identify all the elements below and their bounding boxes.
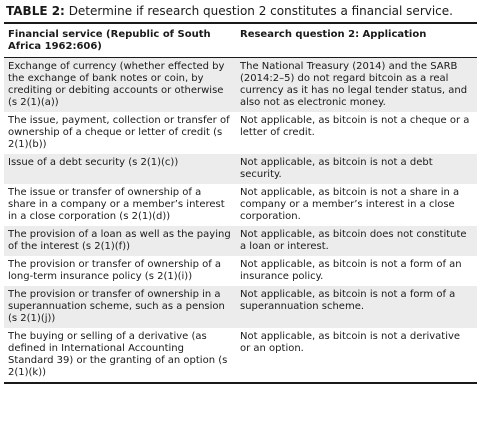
application-cell: Not applicable, as bitcoin is not a form of an insurance policy.: [236, 256, 477, 286]
header-row: [4, 24, 477, 58]
table-row: [4, 328, 477, 383]
table-caption: [6, 4, 477, 18]
service-cell: The issue or transfer of ownership of a share in a company or a member’s interest in a close corporation (s 2(1)(d)): [4, 184, 236, 226]
application-cell: Not applicable, as bitcoin is not a cheque or a letter of credit.: [236, 112, 477, 154]
table-row: [4, 154, 477, 184]
service-cell: The provision or transfer of ownership of a long-term insurance policy (s 2(1)(i)): [4, 256, 236, 286]
application-cell: Not applicable, as bitcoin is not a debt security.: [236, 154, 477, 184]
application-cell: The National Treasury (2014) and the SARB (2014:2–5) do not regard bitcoin as a real currency as it has no legal tender status, and also not as electronic money.: [236, 58, 477, 113]
table-row: [4, 286, 477, 328]
service-cell: Issue of a debt security (s 2(1)(c)): [4, 154, 236, 184]
column-header-application: Research question 2: Application: [236, 24, 477, 58]
service-cell: The issue, payment, collection or transfer of ownership of a cheque or letter of credit (s 2(1)(b)): [4, 112, 236, 154]
table-row: [4, 226, 477, 256]
column-header-financial-service: Financial service (Republic of South Africa 1962:606): [4, 24, 236, 58]
service-cell: The provision or transfer of ownership in a superannuation scheme, such as a pension (s 2(1)(j)): [4, 286, 236, 328]
caption-text: Determine if research question 2 constitutes a financial service.: [68, 4, 453, 18]
application-cell: Not applicable, as bitcoin does not constitute a loan or interest.: [236, 226, 477, 256]
financial-service-table: [4, 24, 477, 384]
table-row: [4, 184, 477, 226]
service-cell: The provision of a loan as well as the paying of the interest (s 2(1)(f)): [4, 226, 236, 256]
table-row: [4, 58, 477, 113]
service-cell: Exchange of currency (whether effected by the exchange of bank notes or coin, by crediting or debiting accounts or otherwise (s 2(1)(a)): [4, 58, 236, 113]
service-cell: The buying or selling of a derivative (as defined in International Accounting Standard 39) or the granting of an option (s 2(1)(k)): [4, 328, 236, 383]
table-row: [4, 112, 477, 154]
caption-label: TABLE 2:: [6, 4, 65, 18]
application-cell: Not applicable, as bitcoin is not a derivative or an option.: [236, 328, 477, 383]
application-cell: Not applicable, as bitcoin is not a form of a superannuation scheme.: [236, 286, 477, 328]
application-cell: Not applicable, as bitcoin is not a share in a company or a member’s interest in a close corporation.: [236, 184, 477, 226]
table-row: [4, 256, 477, 286]
